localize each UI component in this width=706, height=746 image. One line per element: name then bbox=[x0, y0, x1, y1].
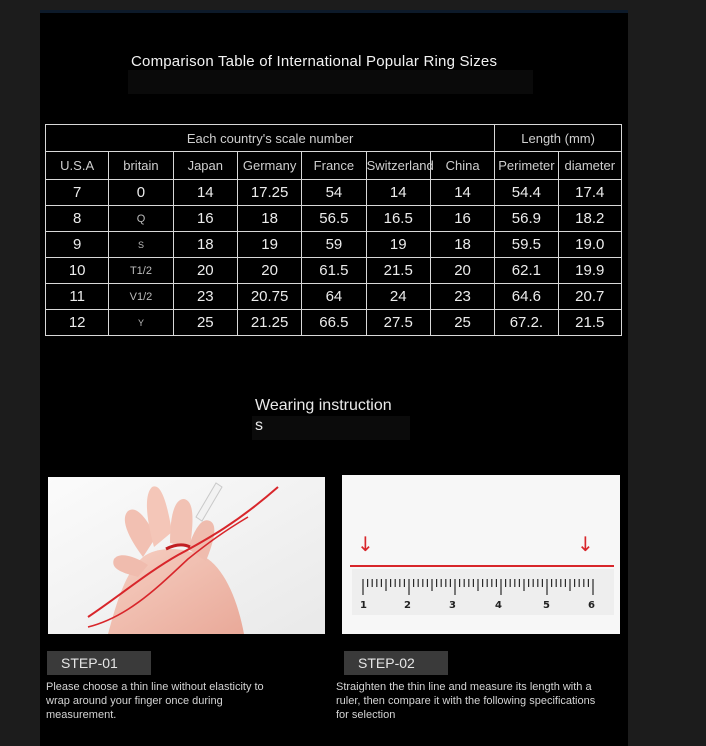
table-cell: 21.25 bbox=[237, 310, 301, 336]
table-cell: 66.5 bbox=[302, 310, 366, 336]
scale-group-header: Each country's scale number bbox=[46, 125, 495, 152]
ring-size-table bbox=[45, 124, 622, 336]
wearing-title-line-1: Wearing instruction bbox=[255, 397, 392, 414]
table-cell: 12 bbox=[46, 310, 109, 336]
table-cell: 14 bbox=[366, 180, 430, 206]
table-row bbox=[46, 232, 622, 258]
table-cell: 0 bbox=[109, 180, 173, 206]
table-cell: 19.0 bbox=[558, 232, 621, 258]
table-cell: 59 bbox=[302, 232, 366, 258]
table-column-header-row bbox=[46, 152, 622, 180]
table-row bbox=[46, 310, 622, 336]
title-shadow bbox=[128, 70, 533, 94]
table-cell: 20 bbox=[430, 258, 494, 284]
column-header-china: China bbox=[430, 152, 494, 180]
ruler-number: 6 bbox=[588, 600, 595, 611]
page-title: Comparison Table of International Popular Ring Sizes bbox=[131, 53, 498, 70]
ruler-number: 4 bbox=[495, 600, 502, 611]
table-cell: 20 bbox=[237, 258, 301, 284]
table-cell: 64.6 bbox=[495, 284, 558, 310]
table-cell: 61.5 bbox=[302, 258, 366, 284]
table-cell: 24 bbox=[366, 284, 430, 310]
end-arrow-icon: ↓ bbox=[577, 532, 594, 556]
table-cell: 7 bbox=[46, 180, 109, 206]
table-cell: 18 bbox=[430, 232, 494, 258]
table-cell: 11 bbox=[46, 284, 109, 310]
table-cell: T1/2 bbox=[109, 258, 173, 284]
table-cell: 67.2. bbox=[495, 310, 558, 336]
step-01-text: Please choose a thin line without elasticity to wrap around your finger once during measurement. bbox=[46, 681, 264, 721]
table-row bbox=[46, 284, 622, 310]
table-cell: 16 bbox=[173, 206, 237, 232]
table-cell: 56.5 bbox=[302, 206, 366, 232]
table-cell: 19 bbox=[366, 232, 430, 258]
table-cell: 19.9 bbox=[558, 258, 621, 284]
table-cell: 23 bbox=[173, 284, 237, 310]
table-cell: 18.2 bbox=[558, 206, 621, 232]
content-panel bbox=[40, 10, 628, 746]
table-cell: 9 bbox=[46, 232, 109, 258]
column-header-france: France bbox=[302, 152, 366, 180]
table-cell: 25 bbox=[173, 310, 237, 336]
table-row bbox=[46, 180, 622, 206]
table-cell: 56.9 bbox=[495, 206, 558, 232]
table-cell: 23 bbox=[430, 284, 494, 310]
table-cell: 10 bbox=[46, 258, 109, 284]
table-cell: 16 bbox=[430, 206, 494, 232]
start-arrow-icon: ↓ bbox=[357, 532, 374, 556]
length-group-header: Length (mm) bbox=[495, 125, 622, 152]
table-cell: 18 bbox=[237, 206, 301, 232]
column-header-japan: Japan bbox=[173, 152, 237, 180]
table-row bbox=[46, 206, 622, 232]
wearing-instructions-title bbox=[255, 396, 415, 436]
table-cell: 8 bbox=[46, 206, 109, 232]
table-cell: 54.4 bbox=[495, 180, 558, 206]
hand-string-illustration bbox=[48, 477, 325, 634]
step-01-badge: STEP-01 bbox=[47, 651, 151, 675]
table-cell: 20.75 bbox=[237, 284, 301, 310]
column-header-germany: Germany bbox=[237, 152, 301, 180]
table-cell: 17.4 bbox=[558, 180, 621, 206]
column-header-britain: britain bbox=[109, 152, 173, 180]
ruler-number: 5 bbox=[543, 600, 550, 611]
table-row bbox=[46, 258, 622, 284]
step-02-badge: STEP-02 bbox=[344, 651, 448, 675]
table-cell: 19 bbox=[237, 232, 301, 258]
panel-top-border bbox=[40, 10, 628, 13]
column-header-switzerland: Switzerland bbox=[366, 152, 430, 180]
ruler-number: 1 bbox=[360, 600, 367, 611]
table-cell: V1/2 bbox=[109, 284, 173, 310]
table-cell: 64 bbox=[302, 284, 366, 310]
column-header-perimeter: Perimeter bbox=[495, 152, 558, 180]
table-cell: Q bbox=[109, 206, 173, 232]
table-cell: 54 bbox=[302, 180, 366, 206]
ruler-illustration bbox=[342, 475, 620, 634]
wearing-title-line-2: s bbox=[255, 417, 263, 434]
table-cell: 14 bbox=[430, 180, 494, 206]
table-cell: 16.5 bbox=[366, 206, 430, 232]
table-cell: 20.7 bbox=[558, 284, 621, 310]
ruler-number: 2 bbox=[404, 600, 411, 611]
column-header-usa: U.S.A bbox=[46, 152, 109, 180]
table-group-header-row bbox=[46, 125, 622, 152]
table-cell: 27.5 bbox=[366, 310, 430, 336]
table-cell: 14 bbox=[173, 180, 237, 206]
table-cell: 20 bbox=[173, 258, 237, 284]
table-cell: 18 bbox=[173, 232, 237, 258]
table-cell: 62.1 bbox=[495, 258, 558, 284]
table-cell: 21.5 bbox=[558, 310, 621, 336]
ruler-number: 3 bbox=[449, 600, 456, 611]
table-cell: 25 bbox=[430, 310, 494, 336]
table-cell: 17.25 bbox=[237, 180, 301, 206]
step-02-text: Straighten the thin line and measure its length with a ruler, then compare it with the following specifications for selection bbox=[336, 681, 596, 721]
table-cell: S bbox=[109, 232, 173, 258]
table-cell: Y bbox=[109, 310, 173, 336]
table-cell: 21.5 bbox=[366, 258, 430, 284]
column-header-diameter: diameter bbox=[558, 152, 621, 180]
table-cell: 59.5 bbox=[495, 232, 558, 258]
